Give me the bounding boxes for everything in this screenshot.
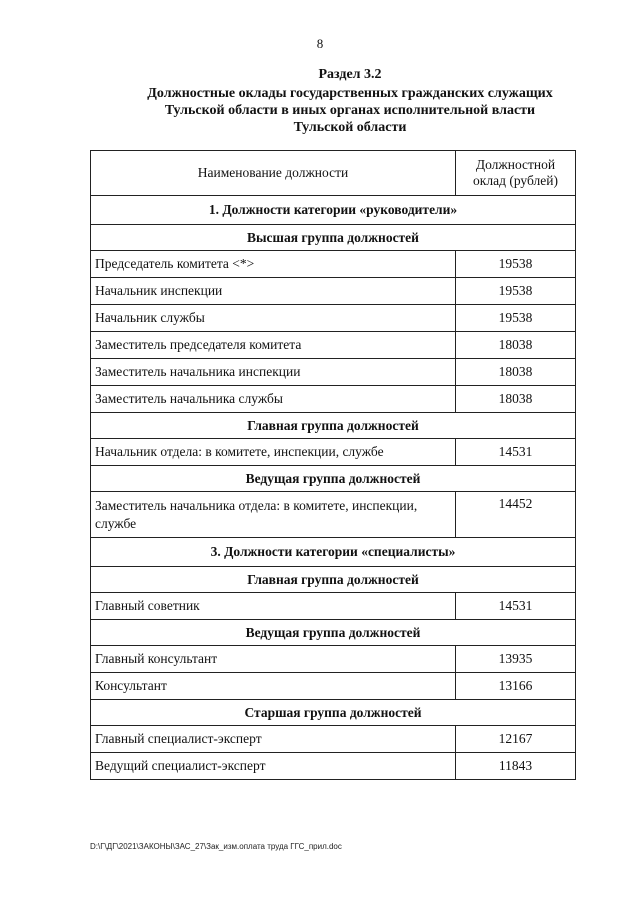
table-row <box>91 439 576 466</box>
salary-value: 19538 <box>456 305 576 332</box>
position-name: Главный советник <box>91 593 456 620</box>
heading-line-3: Тульской области <box>293 120 407 135</box>
position-name: Главный консультант <box>91 646 456 673</box>
group-heading: Высшая группа должностей <box>91 225 576 251</box>
column-header-position: Наименование должности <box>91 151 456 196</box>
salary-table <box>90 150 576 780</box>
table-row <box>91 593 576 620</box>
column-header-salary-line2: оклад (рублей) <box>473 173 558 188</box>
salary-value: 18038 <box>456 359 576 386</box>
group-heading: Ведущая группа должностей <box>91 620 576 646</box>
table-row <box>91 646 576 673</box>
group-row <box>91 700 576 726</box>
table-row <box>91 305 576 332</box>
page-number: 8 <box>316 36 324 51</box>
group-row <box>91 466 576 492</box>
salary-value: 11843 <box>456 753 576 780</box>
group-heading: Ведущая группа должностей <box>91 466 576 492</box>
salary-value: 18038 <box>456 332 576 359</box>
section-title: Раздел 3.2 <box>318 67 382 82</box>
position-name: Начальник отдела: в комитете, инспекции, службе <box>91 439 456 466</box>
position-name: Заместитель председателя комитета <box>91 332 456 359</box>
position-name: Заместитель начальника отдела: в комитете, инспекции, службе <box>91 492 456 538</box>
table-row <box>91 332 576 359</box>
table-row <box>91 753 576 780</box>
group-heading: Главная группа должностей <box>91 413 576 439</box>
document-heading <box>100 66 600 136</box>
position-name: Консультант <box>91 673 456 700</box>
heading-line-2: Тульской области в иных органах исполнительной власти <box>164 103 536 118</box>
group-row <box>91 225 576 251</box>
table-row <box>91 278 576 305</box>
category-row <box>91 196 576 225</box>
table-row <box>91 359 576 386</box>
group-row <box>91 620 576 646</box>
table-row <box>91 673 576 700</box>
group-heading: Главная группа должностей <box>91 567 576 593</box>
category-row <box>91 538 576 567</box>
salary-value: 14531 <box>456 439 576 466</box>
salary-value: 13166 <box>456 673 576 700</box>
salary-value: 18038 <box>456 386 576 413</box>
table-header-row <box>91 151 576 196</box>
table-row <box>91 726 576 753</box>
group-row <box>91 567 576 593</box>
group-heading: Старшая группа должностей <box>91 700 576 726</box>
position-name: Начальник инспекции <box>91 278 456 305</box>
heading-line-1: Должностные оклады государственных гражданских служащих <box>147 86 553 101</box>
salary-value: 14452 <box>456 492 576 538</box>
position-name: Заместитель начальника инспекции <box>91 359 456 386</box>
position-name: Начальник службы <box>91 305 456 332</box>
salary-value: 13935 <box>456 646 576 673</box>
salary-value: 14531 <box>456 593 576 620</box>
position-name: Главный специалист-эксперт <box>91 726 456 753</box>
position-name: Заместитель начальника службы <box>91 386 456 413</box>
table-row <box>91 251 576 278</box>
group-row <box>91 413 576 439</box>
category-heading: 1. Должности категории «руководители» <box>91 196 576 225</box>
position-name: Ведущий специалист-эксперт <box>91 753 456 780</box>
salary-value: 19538 <box>456 278 576 305</box>
salary-value: 19538 <box>456 251 576 278</box>
column-header-salary-line1: Должностной <box>475 157 556 172</box>
category-heading: 3. Должности категории «специалисты» <box>91 538 576 567</box>
table-row <box>91 386 576 413</box>
table-row <box>91 492 576 538</box>
column-header-salary <box>456 151 576 196</box>
file-path-footer: D:\Г\ДГ\2021\ЗАКОНЫ\ЗАС_27\Зак_изм.оплата труда ГГС_прил.doc <box>90 842 342 851</box>
salary-value: 12167 <box>456 726 576 753</box>
position-name: Председатель комитета <*> <box>91 251 456 278</box>
